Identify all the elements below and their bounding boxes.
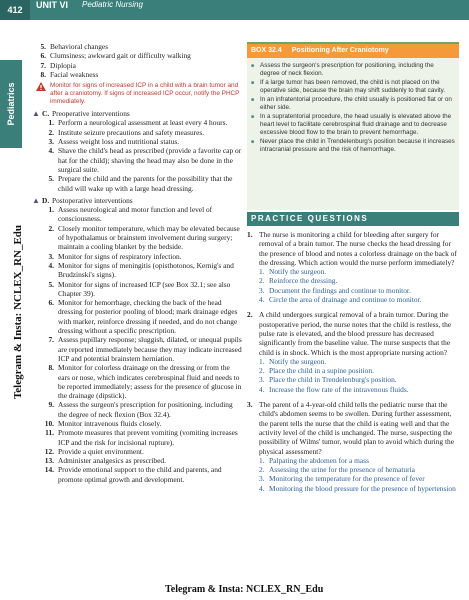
option-number: 2. [259, 276, 265, 286]
item-text: Behavioral changes [50, 42, 109, 51]
item-number: 9. [48, 400, 54, 410]
list-item [40, 224, 242, 252]
bullet-icon: ■ [251, 114, 255, 120]
list-item [40, 428, 242, 447]
option-number: 3. [259, 375, 265, 385]
list-item [40, 400, 242, 419]
list-item [40, 447, 242, 456]
item-text: Assess the surgeon's prescription for positioning, including the degree of neck flexion (Box 32.4). [58, 400, 233, 419]
unit-label: UNIT VI [36, 0, 69, 10]
item-number: 7. [40, 60, 46, 70]
option-text: Circle the area of drainage and continue to monitor. [269, 295, 422, 305]
item-number: 4. [48, 260, 54, 270]
box-list [247, 58, 459, 154]
item-number: 3. [48, 251, 54, 261]
answer-option [259, 286, 459, 295]
question-body [259, 230, 459, 304]
option-text: Monitoring the blood pressure for the presence of hypertension [269, 483, 456, 493]
box-item-text: If a large tumor has been removed, the child is not placed on the operative side, because the brain may shift suddenly to that cavity. [260, 79, 446, 94]
item-number: 3. [48, 137, 54, 147]
question-body [259, 400, 459, 493]
bullet-icon: ■ [251, 139, 255, 145]
item-text: Assess neurological and motor function and level of consciousness. [58, 205, 213, 224]
question [247, 230, 459, 304]
answer-option [259, 366, 459, 375]
warning-text: Monitor for signs of increased ICP in a child with a brain tumor and after a craniotomy. If signs of increased ICP occur, notify the PHCP immediately. [50, 82, 240, 106]
section-d-title: Postoperative interventions [52, 195, 133, 205]
list-item [40, 261, 242, 280]
item-text: Monitor for hemorrhage, checking the back of the head dressing for posterior pooling of blood; mark drainage edges with marker, reinforce dressing if needed, and do not change dressing without a specific prescription. [58, 298, 238, 336]
option-text: Monitoring the temperature for the presence of fever [269, 474, 425, 484]
list-item [40, 118, 242, 127]
box-item-text: Never place the child in Trendelenburg's position because it increases intracranial pressure and the risk of hemorrhage. [260, 138, 455, 153]
section-c-letter: C. [42, 109, 50, 119]
item-number: 6. [40, 51, 46, 61]
option-text: Notify the surgeon. [269, 356, 327, 366]
item-number: 10. [44, 418, 54, 428]
option-text: Palpating the abdomen for a mass [269, 455, 369, 465]
question-stem: A child undergoes surgical removal of a brain tumor. During the postoperative period, the nurse notes that the child is restless, the pulse rate is elevated, and the blood pressure has decreased significantly from the baseline value. The nurse suspects that the child is in shock. Which is the most appropriate nursing action? [259, 310, 452, 357]
item-number: 4. [48, 146, 54, 156]
list-item [32, 70, 242, 79]
item-number: 2. [48, 223, 54, 233]
option-text: Reinforce the dressing. [269, 276, 338, 286]
page-number: 412 [0, 0, 30, 20]
item-text: Shave the child's head as prescribed (provide a favorite cap or hat for the child); shaving the head may also be done in the surgical suite. [58, 146, 242, 174]
option-number: 1. [259, 267, 265, 277]
item-text: Closely monitor temperature, which may be elevated because of hypothalamus or brainstem involvement during surgery; maintain a cooling blanket by the bedside. [58, 223, 240, 252]
question-number: 1. [247, 230, 253, 239]
answer-option [259, 385, 459, 394]
item-number: 13. [44, 456, 54, 466]
section-c-title: Preoperative interventions [52, 109, 130, 119]
answer-option [259, 276, 459, 285]
list-item [32, 61, 242, 70]
box-title-bar [247, 44, 459, 58]
section-c-list [40, 118, 242, 192]
list-item [32, 51, 242, 60]
answer-option [259, 474, 459, 483]
list-item [40, 174, 242, 193]
item-number: 2. [48, 127, 54, 137]
box-item-text: In an infratentorial procedure, the child usually is positioned flat or on either side. [260, 96, 452, 111]
item-number: 11. [45, 428, 54, 438]
option-number: 3. [259, 474, 265, 484]
item-number: 14. [44, 465, 54, 475]
triangle-icon: ▲ [32, 109, 40, 119]
box-list-item [251, 96, 455, 112]
item-text: Prepare the child and the parents for the possibility that the child will wake up with a large head dressing. [58, 174, 233, 193]
list-item [40, 137, 242, 146]
list-item [40, 419, 242, 428]
item-number: 1. [48, 118, 54, 128]
option-number: 4. [259, 295, 265, 305]
answer-option [259, 465, 459, 474]
item-number: 6. [48, 298, 54, 308]
answer-option [259, 295, 459, 304]
side-tab [0, 60, 22, 148]
item-text: Provide a quiet environment. [58, 446, 144, 456]
list-item [32, 42, 242, 51]
option-number: 2. [259, 465, 265, 475]
item-text: Assess weight loss and nutritional status. [58, 137, 180, 147]
option-text: Document the findings and continue to monitor. [269, 285, 411, 295]
item-number: 8. [48, 363, 54, 373]
answer-option [259, 267, 459, 276]
list-item [40, 335, 242, 363]
option-number: 1. [259, 356, 265, 366]
answer-option [259, 375, 459, 384]
option-number: 4. [259, 384, 265, 394]
list-item [40, 252, 242, 261]
bullet-icon: ■ [251, 63, 255, 69]
box-item-text: In a supratentorial procedure, the head usually is elevated above the heart level to facilitate cerebrospinal fluid drainage and to decrease excessive blood flow to the brain to prevent hemorrhage. [260, 113, 452, 136]
box-list-item [251, 62, 455, 78]
header-bar [0, 0, 469, 20]
option-number: 4. [259, 483, 265, 493]
item-number: 7. [48, 335, 54, 345]
question-number: 3. [247, 400, 253, 410]
box-list-item [251, 113, 455, 137]
section-d-list [40, 205, 242, 484]
list-item [40, 465, 242, 484]
question-stem: The nurse is monitoring a child for bleeding after surgery for removal of a brain tumor. The nurse checks the head dressing for the presence of blood and notes a colorless drainage on the back of the dressing. Which action would the nurse perform immediately? [259, 230, 457, 267]
triangle-icon: ▲ [32, 195, 40, 205]
item-text: Clumsiness; awkward gait or difficulty walking [50, 51, 191, 61]
list-item [40, 146, 242, 174]
left-column [32, 42, 242, 484]
bullet-icon: ■ [251, 97, 255, 103]
box-item-text: Assess the surgeon's prescription for positioning, including the degree of neck flexion. [260, 62, 434, 77]
practice-questions [247, 230, 459, 499]
option-number: 1. [259, 455, 265, 465]
item-text: Administer analgesics as prescribed. [58, 456, 166, 466]
item-text: Promote measures that prevent vomiting (vomiting increases ICP and the risk for incisional rupture). [58, 428, 238, 447]
section-d-letter: D. [42, 195, 50, 205]
list-item [40, 205, 242, 224]
list-item [40, 280, 242, 299]
item-number: 1. [48, 205, 54, 215]
section-d-heading [32, 196, 242, 205]
watermark-bottom: Telegram & Insta: NCLEX_RN_Edu [165, 584, 324, 595]
list-item [40, 363, 242, 400]
top-list [32, 42, 242, 79]
list-item [40, 456, 242, 465]
question [247, 400, 459, 493]
item-text: Facial weakness [50, 69, 99, 79]
item-number: 5. [40, 42, 46, 51]
question-number: 2. [247, 310, 253, 320]
warning-icon [36, 82, 50, 106]
item-text: Monitor for signs of meningitis (opisthotonos, Kernig's and Brudzinski's signs). [58, 260, 234, 280]
item-text: Monitor for colorless drainage on the dressing or from the ears or nose, which indicates cerebrospinal fluid and needs to be reported immediately; assess for the presence of glucose in the drainage (dipstick). [58, 363, 242, 401]
item-number: 5. [48, 174, 54, 184]
question [247, 310, 459, 394]
item-number: 5. [48, 279, 54, 289]
item-text: Monitor intravenous fluids closely. [58, 418, 162, 428]
box-32-4 [247, 42, 459, 210]
bullet-icon: ■ [251, 80, 255, 86]
answer-option [259, 456, 459, 465]
item-number: 8. [40, 69, 46, 79]
option-number: 3. [259, 285, 265, 295]
watermark-left: Telegram & Insta: NCLEX_RN_Edu [12, 224, 24, 400]
item-text: Provide emotional support to the child and parents, and promote optimal growth and development. [58, 465, 222, 484]
answer-option [259, 484, 459, 493]
list-item [40, 128, 242, 137]
box-list-item [251, 138, 455, 154]
section-c-heading [32, 109, 242, 118]
list-item [40, 298, 242, 335]
answer-option [259, 357, 459, 366]
item-text: Monitor for signs of respiratory infection. [58, 251, 182, 261]
item-text: Diplopia [50, 60, 76, 70]
option-text: Notify the surgeon. [269, 267, 327, 277]
item-text: Institute seizure precautions and safety measures. [58, 127, 205, 137]
side-tab-label: Pediatrics [6, 82, 16, 126]
option-number: 2. [259, 366, 265, 376]
item-text: Perform a neurological assessment at least every 4 hours. [58, 118, 228, 128]
option-text: Place the child in a supine position. [269, 366, 374, 376]
unit-title: Pediatric Nursing [82, 0, 143, 9]
item-text: Assess pupillary response; sluggish, dilated, or unequal pupils are reported immediately because they may indicate increased ICP and potential brainstem herniation. [58, 335, 242, 363]
box-title: Positioning After Craniotomy [291, 47, 389, 54]
item-number: 12. [44, 446, 54, 456]
warning-callout [36, 82, 242, 106]
practice-questions-heading: PRACTICE QUESTIONS [247, 212, 459, 226]
box-number: BOX 32.4 [251, 47, 282, 54]
option-text: Assessing the urine for the presence of hematuria [269, 465, 415, 475]
option-text: Increase the flow rate of the intravenous fluids. [269, 384, 409, 394]
question-body [259, 310, 459, 394]
option-text: Place the child in Trendelenburg's position. [269, 375, 397, 385]
box-list-item [251, 79, 455, 95]
item-text: Monitor for signs of increased ICP (see Box 32.1; see also Chapter 39). [58, 279, 231, 298]
question-stem: The parent of a 4-year-old child tells the pediatric nurse that the child's abdomen seems to be swollen. During further assessment, the parent tells the nurse that the child is eating well and that the activity level of the child is unchanged. The nurse, suspecting the possibility of Wilms' tumor, would plan to avoid which during the physical assessment? [259, 400, 455, 456]
